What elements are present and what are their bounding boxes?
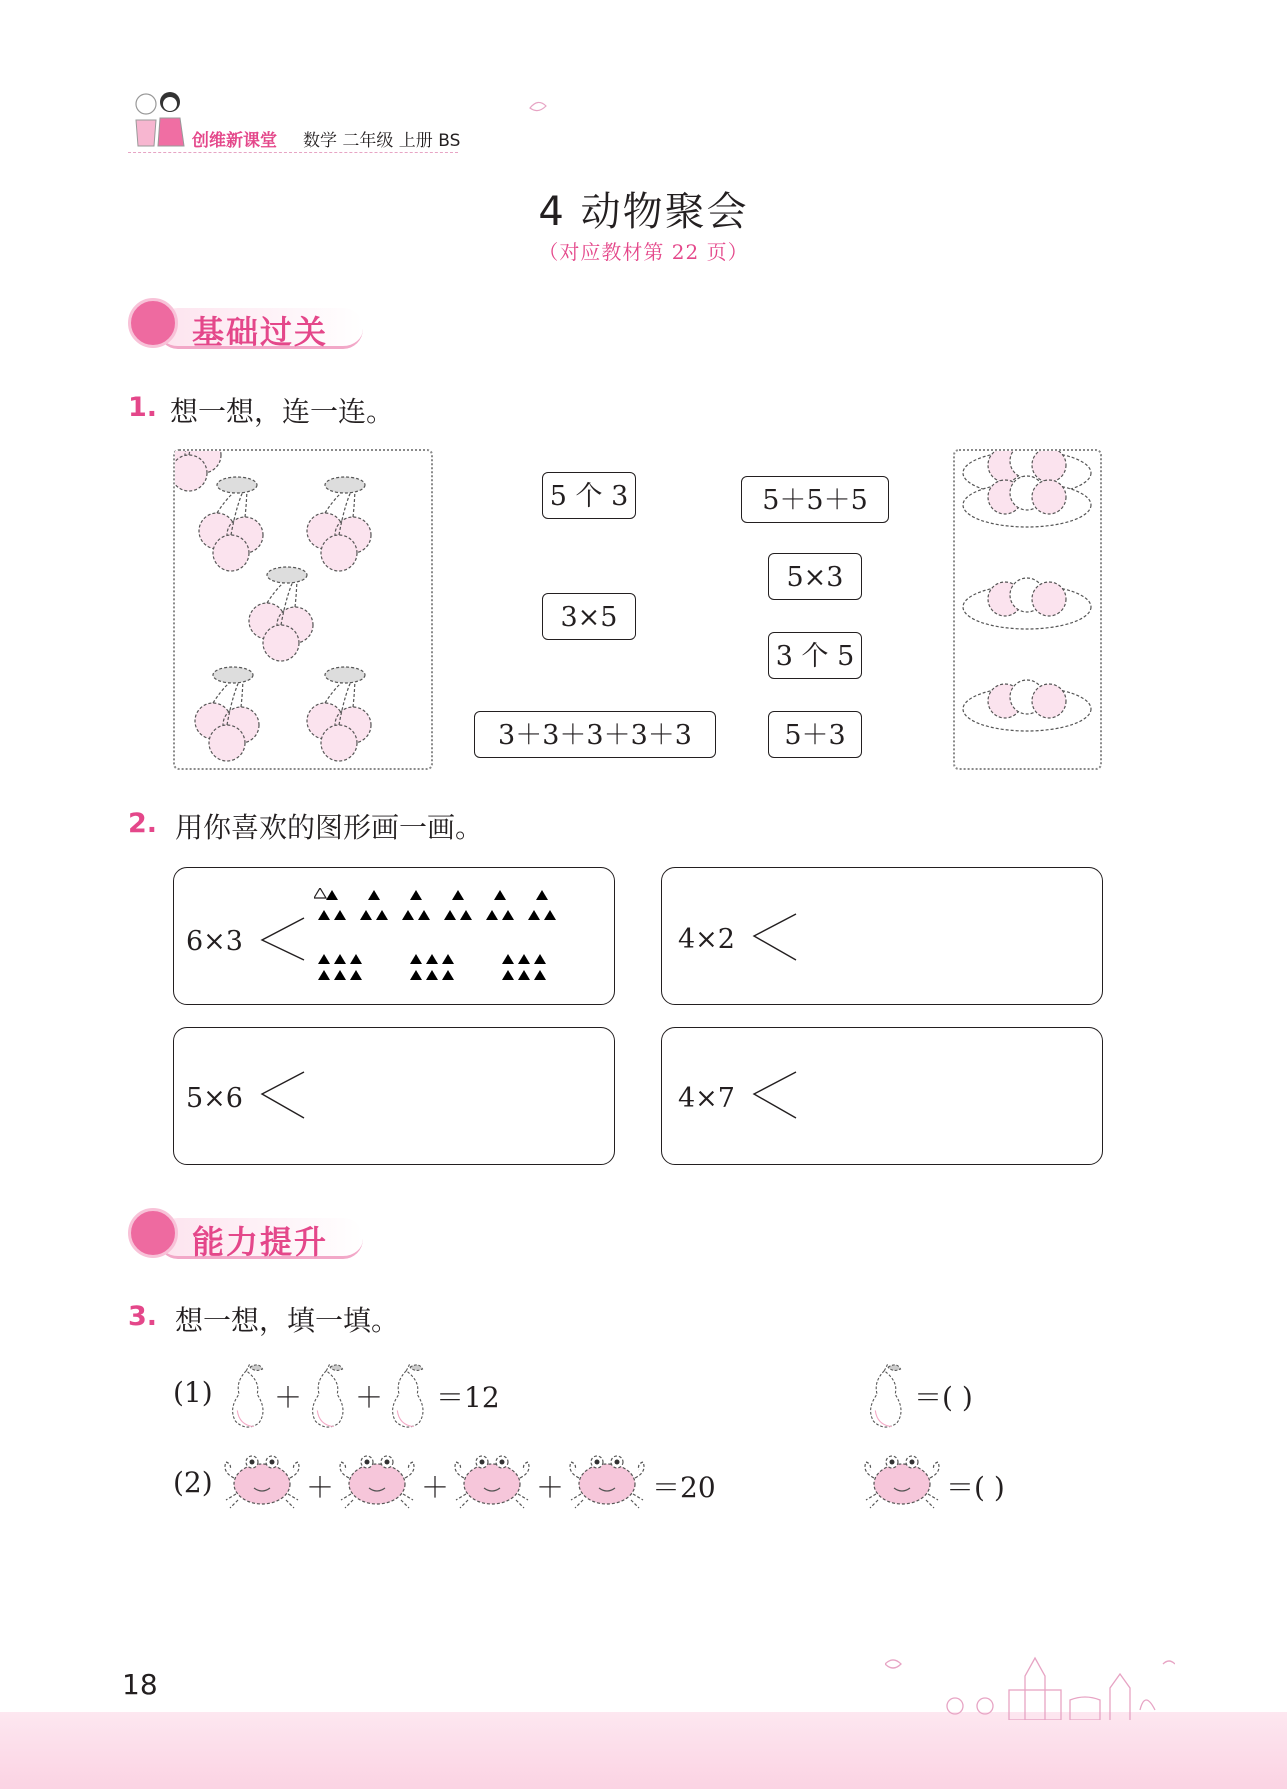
- brand-name: 创维新课堂: [192, 131, 277, 151]
- kids-logo-illustration: [128, 86, 190, 152]
- question-number-2: 2.: [128, 808, 158, 839]
- header-divider: [128, 152, 458, 154]
- question-text-3: 想一想，填一填。: [175, 1304, 400, 1337]
- question-number-3: 3.: [128, 1301, 158, 1332]
- plus-sign: ＋: [355, 1381, 384, 1414]
- branch-lines-icon: [750, 1068, 800, 1122]
- question-number-1: 1.: [128, 392, 158, 423]
- draw-panel-5x6[interactable]: [173, 1027, 615, 1165]
- flower-decoration-icon: [528, 98, 548, 116]
- crab-icon: [862, 1450, 946, 1518]
- plus-sign: ＋: [274, 1381, 303, 1414]
- apple-plates-illustration: [955, 451, 1100, 768]
- draw-panel-6x3[interactable]: [173, 867, 615, 1005]
- book-info: 数学 二年级 上册 BS: [303, 131, 461, 151]
- apple-plates-box: [953, 449, 1102, 770]
- tag-3x5: 3×5: [542, 593, 636, 640]
- sum-equals-12: ＝12: [436, 1381, 500, 1414]
- section-banner-basic: [128, 298, 370, 354]
- sub-question-1-label: (1): [173, 1376, 213, 1409]
- question-text-1: 想一想，连一连。: [170, 395, 395, 428]
- branch-lines-icon: [750, 910, 800, 964]
- pear-answer-blank[interactable]: ＝( ): [914, 1381, 973, 1414]
- tag-5-plus-3: 5＋3: [768, 711, 862, 758]
- tag-3-plus-3-plus-3-plus-3-plus-3: 3＋3＋3＋3＋3: [474, 711, 716, 758]
- question-text-2: 用你喜欢的图形画一画。: [175, 811, 484, 844]
- sum-equals-20: ＝20: [652, 1471, 716, 1504]
- crab-answer-blank[interactable]: ＝( ): [946, 1471, 1005, 1504]
- pear-icon: [224, 1360, 274, 1432]
- pear-icon: [304, 1360, 354, 1432]
- tag-3-groups-of-5: 3 个 5: [768, 632, 862, 679]
- draw-panel-4x7[interactable]: [661, 1027, 1103, 1165]
- lesson-subtitle: （对应教材第 22 页）: [538, 240, 749, 264]
- pear-icon: [384, 1360, 434, 1432]
- draw-panel-4x2[interactable]: [661, 867, 1103, 1005]
- footer-band: [0, 1712, 1287, 1789]
- plus-sign: ＋: [306, 1471, 335, 1504]
- tag-5-groups-of-3: 5 个 3: [542, 472, 636, 519]
- section-title-advanced: 能力提升: [192, 1223, 329, 1261]
- expression-6x3: 6×3: [186, 926, 243, 957]
- crab-icon: [222, 1450, 306, 1518]
- expression-4x2: 4×2: [678, 924, 735, 955]
- cherries-illustration: [175, 451, 431, 768]
- section-title-basic: 基础过关: [192, 313, 329, 351]
- tag-5x3: 5×3: [768, 553, 862, 600]
- crab-icon: [567, 1450, 651, 1518]
- student-badge-icon: [128, 298, 178, 348]
- crab-icon: [452, 1450, 536, 1518]
- cherries-box: [173, 449, 433, 770]
- section-banner-advanced: [128, 1208, 370, 1264]
- lesson-title: 4 动物聚会: [538, 189, 749, 235]
- plus-sign: ＋: [421, 1471, 450, 1504]
- page-number: 18: [122, 1668, 158, 1701]
- student-badge-icon: [128, 1208, 178, 1258]
- pear-icon: [862, 1360, 912, 1432]
- tag-5-plus-5-plus-5: 5＋5＋5: [741, 476, 889, 523]
- plus-sign: ＋: [536, 1471, 565, 1504]
- expression-4x7: 4×7: [678, 1083, 735, 1114]
- expression-5x6: 5×6: [186, 1083, 243, 1114]
- castle-decoration-icon: [885, 1650, 1175, 1720]
- branch-lines-icon: [258, 1068, 308, 1122]
- sub-question-2-label: (2): [173, 1466, 213, 1499]
- crab-icon: [337, 1450, 421, 1518]
- triangles-example-drawing: [314, 888, 564, 988]
- branch-lines-icon: [258, 914, 308, 964]
